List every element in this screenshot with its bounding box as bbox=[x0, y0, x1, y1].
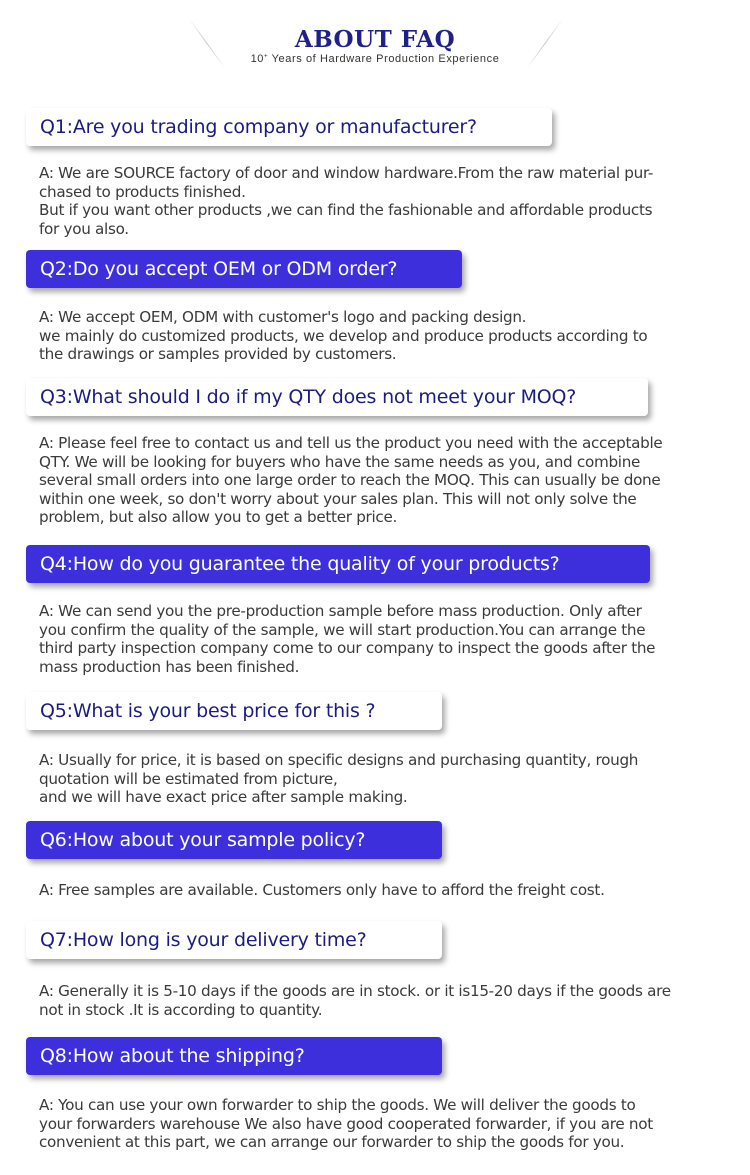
answer-line: problem, but also allow you to get a better price. bbox=[39, 508, 398, 527]
answer-line: not in stock .It is according to quantity. bbox=[39, 1000, 323, 1019]
page-title: ABOUT FAQ bbox=[294, 26, 456, 53]
subtitle-number: 10 bbox=[250, 53, 265, 65]
faq-question-2: Q2:Do you accept OEM or ODM order? bbox=[26, 250, 462, 288]
answer-line: A: You can use your own forwarder to ship the goods. We will deliver the goods to bbox=[39, 1096, 636, 1114]
faq-answer-1 bbox=[39, 164, 715, 238]
answer-line: quotation will be estimated from picture, bbox=[39, 769, 338, 788]
faq-answer-8 bbox=[39, 1096, 715, 1152]
answer-line: A: Free samples are available. Customers only have to afford the freight cost. bbox=[39, 881, 605, 899]
answer-line: QTY. We will be looking for buyers who have the same needs as you, and combine bbox=[39, 452, 641, 471]
page-subtitle bbox=[0, 53, 750, 65]
answer-line: A: Please feel free to contact us and tell us the product you need with the acceptable bbox=[39, 434, 663, 452]
faq-answer-7 bbox=[39, 982, 715, 1019]
answer-line: we mainly do customized products, we develop and produce products according to bbox=[39, 326, 648, 345]
answer-line: But if you want other products ,we can find the fashionable and affordable products bbox=[39, 201, 653, 220]
answer-line: third party inspection company come to our company to inspect the goods after the bbox=[39, 639, 656, 658]
subtitle-plus: + bbox=[264, 53, 269, 60]
answer-line: convenient at this part, we can arrange our forwarder to ship the goods for you. bbox=[39, 1133, 625, 1152]
faq-answer-2 bbox=[39, 308, 715, 364]
faq-answer-5 bbox=[39, 751, 715, 807]
faq-question-7: Q7:How long is your delivery time? bbox=[26, 921, 442, 959]
answer-line: and we will have exact price after sample making. bbox=[39, 788, 408, 807]
faq-question-3: Q3:What should I do if my QTY does not meet your MOQ? bbox=[26, 378, 648, 416]
answer-line: A: We accept OEM, ODM with customer's logo and packing design. bbox=[39, 308, 527, 326]
answer-line: A: We are SOURCE factory of door and window hardware.From the raw material pur- bbox=[39, 164, 654, 182]
faq-question-1: Q1:Are you trading company or manufacturer? bbox=[26, 108, 552, 146]
subtitle-text: Years of Hardware Production Experience bbox=[268, 53, 500, 65]
faq-answer-3 bbox=[39, 434, 715, 527]
answer-line: several small orders into one large order to reach the MOQ. This can usually be done bbox=[39, 471, 661, 490]
faq-question-5: Q5:What is your best price for this ? bbox=[26, 692, 442, 730]
answer-line: for you also. bbox=[39, 219, 129, 238]
answer-line: your forwarders warehouse We also have good cooperated forwarder, if you are not bbox=[39, 1114, 653, 1133]
faq-question-4: Q4:How do you guarantee the quality of your products? bbox=[26, 545, 650, 583]
faq-question-6: Q6:How about your sample policy? bbox=[26, 821, 442, 859]
faq-answer-6 bbox=[39, 881, 715, 900]
answer-line: within one week, so don't worry about your sales plan. This will not only solve the bbox=[39, 489, 637, 508]
answer-line: chased to products finished. bbox=[39, 182, 246, 201]
answer-line: A: We can send you the pre-production sample before mass production. Only after bbox=[39, 602, 642, 620]
answer-line: A: Usually for price, it is based on specific designs and purchasing quantity, rough bbox=[39, 751, 639, 769]
answer-line: you confirm the quality of the sample, we will start production.You can arrange the bbox=[39, 620, 646, 639]
answer-line: mass production has been finished. bbox=[39, 657, 300, 676]
faq-answer-4 bbox=[39, 602, 715, 676]
faq-question-8: Q8:How about the shipping? bbox=[26, 1037, 442, 1075]
answer-line: A: Generally it is 5-10 days if the goods are in stock. or it is15-20 days if the goods are bbox=[39, 982, 671, 1000]
answer-line: the drawings or samples provided by customers. bbox=[39, 345, 397, 364]
